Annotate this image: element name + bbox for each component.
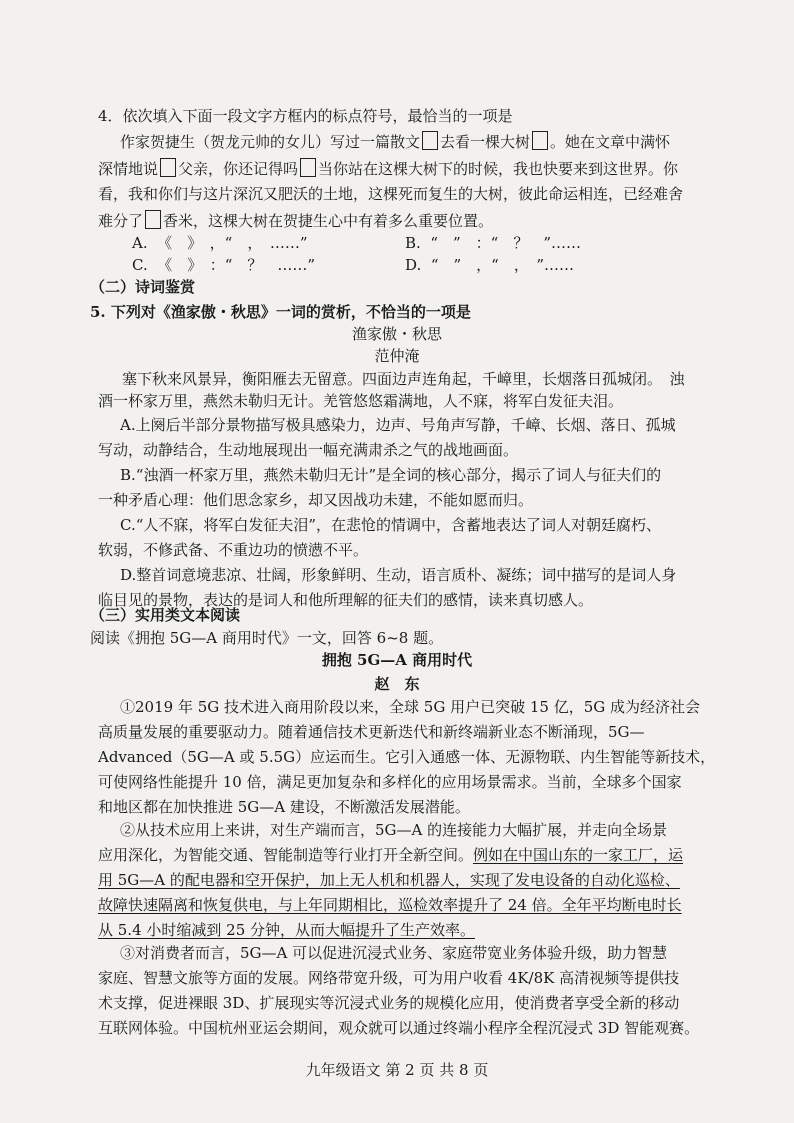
q5-option-a-cont: 写动，动静结合，生动地展现出一幅充满肃杀之气的战地画面。 — [98, 441, 519, 459]
answer-box — [422, 131, 438, 150]
article-paragraph-line: 家庭、智慧文旅等方面的发展。网络带宽升级，可为用户收看 4K/8K 高清视频等提供技 — [98, 969, 680, 987]
q4-option-d: D. “ ” ，“ ， ”…… — [405, 256, 574, 274]
article-paragraph-line: ②从技术应用上来讲，对生产端而言，5G—A 的连接能力大幅扩展，并走向全场景 — [120, 821, 668, 839]
article-paragraph-line: 高质量发展的重要驱动力。随着通信技术更新迭代和新终端新业态不断涌现，5G— — [98, 723, 645, 741]
article-paragraph-line: 和地区都在加快推进 5G—A 建设，不断激活发展潜能。 — [98, 798, 470, 816]
q5-stem: 5. 下列对《渔家傲・秋思》一词的赏析，不恰当的一项是 — [90, 303, 471, 321]
q4-option-c: C. 《 》 ：“ ？ ……” — [132, 256, 316, 274]
q4-para-line: 看，我和你们与这片深沉又肥沃的土地，这棵死而复生的大树，彼此命运相连，已经难舍 — [98, 185, 684, 203]
q4-stem: 4．依次填入下面一段文字方框内的标点符号，最恰当的一项是 — [98, 107, 513, 125]
article-title: 拥抱 5G—A 商用时代 — [321, 651, 473, 669]
q5-option-b-cont: 一种矛盾心理：他们思念家乡，却又因战功未建，不能如愿而归。 — [98, 491, 534, 509]
reading-intro: 阅读《拥抱 5G—A 商用时代》一文，回答 6~8 题。 — [90, 629, 444, 647]
article-paragraph-line: ③对消费者而言，5G—A 可以促进沉浸式业务、家庭带宽业务体验升级，助力智慧 — [120, 944, 668, 962]
article-paragraph-line: 互联网体验。中国杭州亚运会期间，观众就可以通过终端小程序全程沉浸式 3D 智能观赛。 — [98, 1019, 700, 1037]
q4-option-a: A. 《 》 ，“ ， ……” — [132, 234, 308, 252]
q5-option-a: A.上阕后半部分景物描写极具感染力，边声、号角声写静，千嶂、长烟、落日、孤城 — [120, 416, 676, 434]
article-paragraph-line: 可使网络性能提升 10 倍，满足更加复杂和多样化的应用场景需求。当前，全球多个国家 — [98, 773, 682, 791]
answer-box — [300, 158, 316, 177]
article-paragraph-line: ①2019 年 5G 技术进入商用阶段以来，全球 5G 用户已突破 15 亿，5G 成为经济社会 — [120, 698, 700, 716]
q5-option-d-cont: 临目见的景物，表达的是词人和他所理解的征夫们的感情，读来真切感人。 — [98, 591, 594, 609]
page-footer: 九年级语文 第 2 页 共 8 页 — [305, 1061, 489, 1079]
article-paragraph-line: Advanced（5G—A 或 5.5G）应运而生。它引入通感一体、无源物联、内生智能等新技术， — [98, 748, 716, 766]
q5-option-b: B.“浊酒一杯家万里，燕然未勒归无计”是全词的核心部分，揭示了词人与征夫们的 — [120, 466, 662, 484]
q5-option-d: D.整首词意境悲凉、壮阔，形象鲜明、生动，语言质朴、凝练；词中描写的是词人身 — [120, 566, 677, 584]
article-paragraph-line: 术支撑，促进裸眼 3D、扩展现实等沉浸式业务的规模化应用，使消费者享受全新的移动 — [98, 994, 680, 1012]
article-paragraph-line: 应用深化，为智能交通、智能制造等行业打开全新空间。例如在中国山东的一家工厂，运 — [98, 846, 684, 864]
poem-author: 范仲淹 — [374, 347, 420, 365]
poem-title: 渔家傲・秋思 — [351, 325, 442, 343]
q4-para-line: 难分了 香米，这棵大树在贺捷生心中有着多么重要位置。 — [98, 212, 494, 230]
answer-box — [160, 158, 176, 177]
section-heading: （三）实用类文本阅读 — [90, 606, 241, 624]
q5-option-c: C.“人不寐，将军白发征夫泪”，在悲怆的情调中，含蓄地表达了词人对朝廷腐朽、 — [120, 516, 662, 534]
q4-option-b: B. “ ” ：“ ？ ”…… — [405, 234, 582, 252]
underlined-text: 故障快速隔离和恢复供电，与上年同期相比，巡检效率提升了 24 倍。全年平均断电时长 — [98, 896, 682, 914]
q4-para-line: 深情地说 父亲，你还记得吗 当你站在这棵大树下的时候，我也快要来到这世界。你 — [98, 160, 679, 178]
article-author: 赵 东 — [374, 675, 420, 693]
poem-line: 酒一杯家万里，燕然未勒归无计。羌管悠悠霜满地，人不寐，将军白发征夫泪。 — [98, 392, 624, 410]
section-heading: （二）诗词鉴赏 — [90, 278, 196, 296]
answer-box — [145, 210, 161, 229]
underlined-text: 例如在中国山东的一家工厂，运 — [473, 846, 684, 864]
q5-option-c-cont: 软弱，不修武备、不重边功的愤懑不平。 — [98, 541, 369, 559]
underlined-text: 从 5.4 小时缩减到 25 分钟，从而大幅提升了生产效率。 — [98, 921, 476, 939]
q4-para-line: 作家贺捷生（贺龙元帅的女儿）写过一篇散文 去看一棵大树 。她在文章中满怀 — [120, 133, 671, 151]
answer-box — [532, 131, 548, 150]
poem-line: 塞下秋来风景异，衡阳雁去无留意。四面边声连角起，千嶂里，长烟落日孤城闭。 浊 — [122, 370, 685, 388]
underlined-text: 用 5G—A 的配电器和空开保护，加上无人机和机器人，实现了发电设备的自动化巡检、 — [98, 871, 680, 889]
